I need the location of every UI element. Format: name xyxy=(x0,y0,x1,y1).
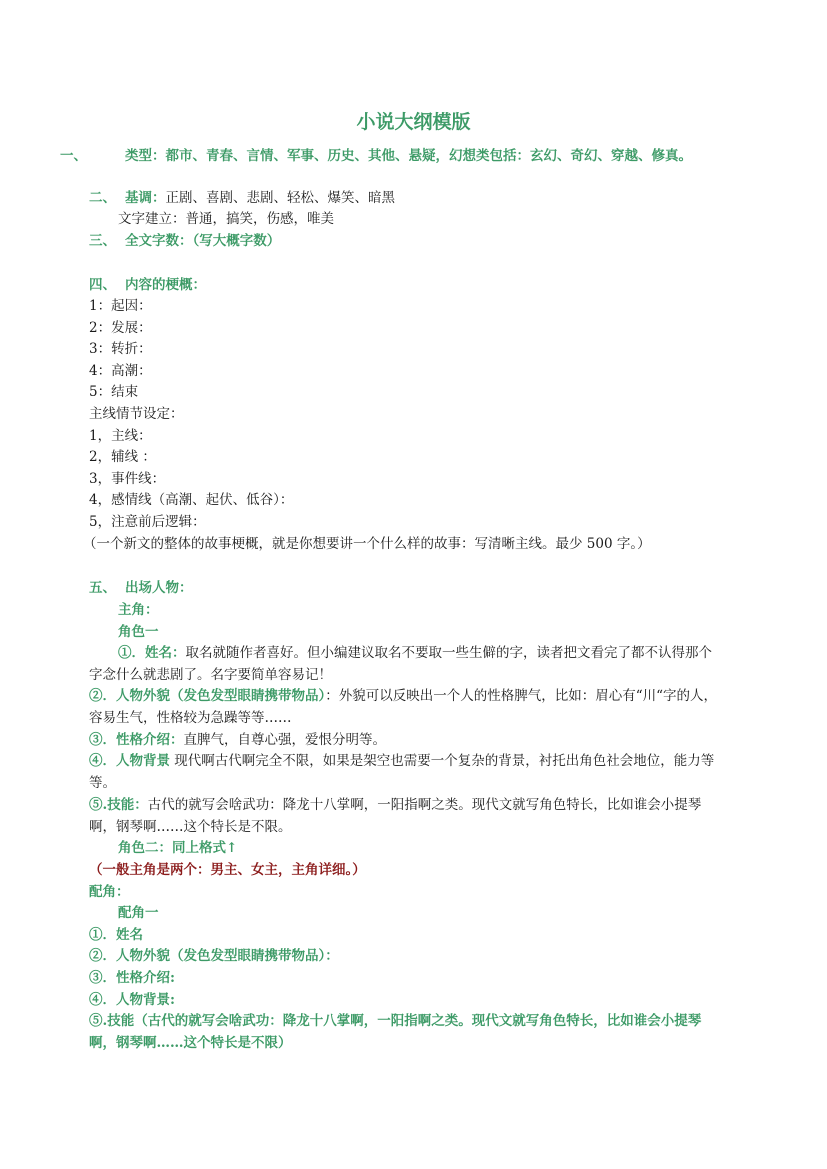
role-skill-label: ⑤.技能： xyxy=(89,797,148,813)
section-characters xyxy=(89,578,193,598)
section-type-text: 类型：都市、青春、言情、军事、历史、其他、悬疑，幻想类包括：玄幻、奇幻、穿越、修真。 xyxy=(125,148,692,164)
supporting-background: ④．人物背景: xyxy=(89,992,175,1008)
list-item: 5：结束 xyxy=(89,384,139,400)
role-one-heading: 角色一 xyxy=(118,624,159,640)
list-item: 2，辅线 ： xyxy=(89,449,156,465)
role-background-label: ④．人物背景 xyxy=(89,753,170,769)
list-item: 2：发展： xyxy=(89,320,152,336)
list-item: 3：转折： xyxy=(89,341,152,357)
list-item: 4：高潮： xyxy=(89,363,152,379)
role-skill-text: 古代的就写会啥武功：降龙十八掌啊，一阳指啊之类。现代文就写角色特长，比如谁会小提琴啊，钢琴啊……这个特长是不限。 xyxy=(89,797,702,835)
section-tone-label: 基调： xyxy=(125,190,166,206)
protagonist-heading: 主角： xyxy=(118,602,159,618)
role-background-paragraph xyxy=(89,751,725,794)
section-synopsis-text: 内容的梗概： xyxy=(125,277,206,293)
list-item: 3，事件线： xyxy=(89,471,166,487)
supporting-skill: ⑤.技能（古代的就写会啥武功：降龙十八掌啊，一阳指啊之类。现代文就写角色特长，比如谁会小提琴啊，钢琴啊……这个特长是不限） xyxy=(89,1013,702,1051)
supporting-name: ①．姓名 xyxy=(89,927,143,943)
role-personality-label: ③．性格介绍： xyxy=(89,732,184,748)
role-background-text: 现代啊古代啊完全不限，如果是架空也需要一个复杂的背景，衬托出角色社会地位，能力等等。 xyxy=(89,753,715,791)
list-item: 1：起因： xyxy=(89,298,152,314)
role-name-text: 取名就随作者喜好。但小编建议取名不要取一些生僻的字，读者把文看完了都不认得那个字念什么就悲剧了。名字要简单容易记！ xyxy=(89,645,712,683)
section-tone xyxy=(89,188,395,208)
supporting-one-heading: 配角一 xyxy=(118,905,159,921)
mainline-title: 主线情节设定： xyxy=(89,406,184,422)
lead-note: （一般主角是两个：男主、女主，主角详细。） xyxy=(89,862,366,878)
section-tone-text: 正剧、喜剧、悲剧、轻松、爆笑、暗黑 xyxy=(165,190,395,206)
section-number: 四、 xyxy=(89,277,116,293)
list-item: 4，感情线（高潮、起伏、低谷）： xyxy=(89,492,294,508)
section-synopsis xyxy=(89,275,206,295)
role-personality-text: 直脾气，自尊心强，爱恨分明等。 xyxy=(183,732,386,748)
role-look-label: ②．人物外貌（发色发型眼睛携带物品） xyxy=(89,688,326,704)
section-characters-text: 出场人物： xyxy=(125,580,193,596)
section-word-count xyxy=(89,231,280,251)
role-name-paragraph xyxy=(89,643,725,686)
document-title: 小说大纲模版 xyxy=(356,111,471,133)
supporting-heading: 配角： xyxy=(89,884,130,900)
section-word-count-text: 全文字数：（写大概字数） xyxy=(125,233,281,249)
section-number: 五、 xyxy=(89,580,116,596)
role-personality-paragraph xyxy=(89,730,386,750)
list-item: 1，主线： xyxy=(89,428,152,444)
section-number: 二、 xyxy=(89,190,116,206)
list-item: 5，注意前后逻辑： xyxy=(89,514,206,530)
section-number: 三、 xyxy=(89,233,116,249)
writing-style: 文字建立：普通，搞笑，伤感，唯美 xyxy=(118,211,334,227)
section-type xyxy=(60,146,754,168)
supporting-look: ②．人物外貌（发色发型眼睛携带物品）： xyxy=(89,948,339,964)
supporting-personality: ③．性格介绍: xyxy=(89,970,175,986)
synopsis-note: （一个新文的整体的故事梗概，就是你想要讲一个什么样的故事：写清晰主线。最少 500 字。） xyxy=(83,536,651,552)
role-look-text: ：外貌可以反映出一个人的性格脾气，比如：眉心有“川“字的人，容易生气，性格较为急躁等等…… xyxy=(89,688,718,726)
section-number: 一、 xyxy=(60,148,87,164)
role-two-heading: 角色二：同上格式↑ xyxy=(118,840,238,856)
role-look-paragraph xyxy=(89,686,725,729)
role-skill-paragraph xyxy=(89,795,725,838)
role-name-label: ①．姓名： xyxy=(118,645,186,661)
